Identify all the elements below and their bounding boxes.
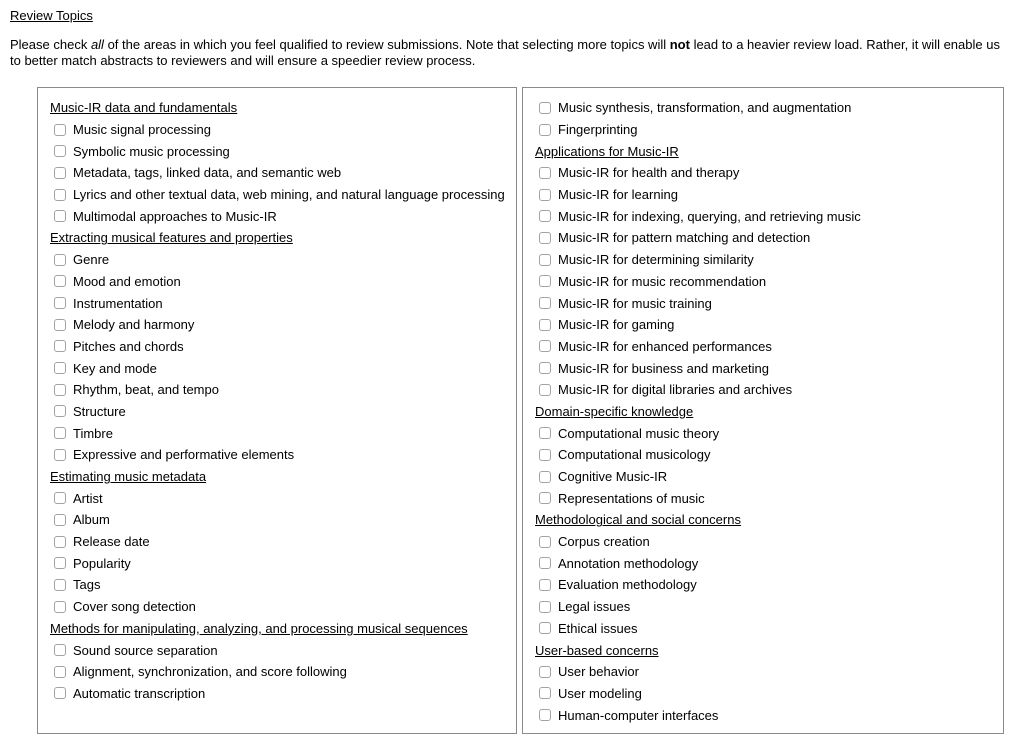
topic-checkbox-row <box>535 618 993 640</box>
topic-checkbox[interactable] <box>54 536 66 548</box>
section-heading-label: Methods for manipulating, analyzing, and processing musical sequences <box>50 620 468 636</box>
topic-label: Music-IR for pattern matching and detection <box>558 230 811 246</box>
topic-checkbox-row <box>535 661 993 683</box>
topic-checkbox[interactable] <box>54 145 66 157</box>
topic-checkbox-row <box>50 119 506 141</box>
topic-checkbox[interactable] <box>54 384 66 396</box>
topic-checkbox[interactable] <box>54 687 66 699</box>
topic-checkbox-row <box>50 422 506 444</box>
topic-label: Fingerprinting <box>558 122 638 138</box>
section-heading <box>535 140 993 162</box>
topic-checkbox[interactable] <box>539 579 551 591</box>
topic-label: Computational music theory <box>558 425 720 441</box>
topic-checkbox[interactable] <box>539 319 551 331</box>
topic-checkbox-row <box>535 466 993 488</box>
topic-label: Music-IR for health and therapy <box>558 165 740 181</box>
topic-checkbox-row <box>50 162 506 184</box>
topic-label: Pitches and chords <box>73 338 184 354</box>
topic-checkbox-row <box>50 574 506 596</box>
topic-label: Music-IR for gaming <box>558 317 675 333</box>
topics-column-right <box>522 87 1004 734</box>
topic-checkbox-row <box>535 704 993 726</box>
topic-label: Release date <box>73 534 150 550</box>
topic-checkbox-row <box>535 162 993 184</box>
topic-checkbox-row <box>535 552 993 574</box>
topic-checkbox[interactable] <box>54 275 66 287</box>
topic-checkbox-row <box>535 227 993 249</box>
intro-text-3: lead to a heavier review load. Rather, it will enable us to better match abstracts to reviewers and will ensure a speedier review process. <box>10 37 1000 68</box>
topic-checkbox-row <box>535 357 993 379</box>
topic-checkbox[interactable] <box>54 319 66 331</box>
topic-checkbox[interactable] <box>539 536 551 548</box>
topic-checkbox-row <box>535 271 993 293</box>
topic-checkbox-row <box>535 119 993 141</box>
section-heading <box>50 227 506 249</box>
topic-checkbox-row <box>535 184 993 206</box>
topics-column-left <box>37 87 517 734</box>
topic-label: Cognitive Music-IR <box>558 469 668 485</box>
section-heading-label: Domain-specific knowledge <box>535 403 694 419</box>
topic-checkbox-row <box>50 596 506 618</box>
topic-checkbox[interactable] <box>539 254 551 266</box>
section-heading <box>535 401 993 423</box>
topic-checkbox[interactable] <box>54 340 66 352</box>
topic-checkbox-row <box>50 357 506 379</box>
topic-label: Key and mode <box>73 360 157 376</box>
topic-label: Melody and harmony <box>73 317 195 333</box>
topic-label: Music-IR for indexing, querying, and retrieving music <box>558 208 861 224</box>
topic-checkbox[interactable] <box>539 601 551 613</box>
intro-text-1: Please check <box>10 37 91 52</box>
topics-panel <box>37 87 1014 734</box>
topic-checkbox[interactable] <box>54 189 66 201</box>
topic-checkbox-row <box>50 249 506 271</box>
topic-label: Rhythm, beat, and tempo <box>73 382 219 398</box>
topic-label: Music-IR for business and marketing <box>558 360 769 376</box>
topic-label: Human-computer interfaces <box>558 707 719 723</box>
topic-checkbox-row <box>535 205 993 227</box>
topic-checkbox[interactable] <box>54 362 66 374</box>
topic-checkbox[interactable] <box>539 340 551 352</box>
page-title: Review Topics <box>10 8 93 23</box>
topic-checkbox-row <box>50 140 506 162</box>
topic-checkbox-row <box>535 97 993 119</box>
topic-checkbox[interactable] <box>539 189 551 201</box>
topic-label: Metadata, tags, linked data, and semantic web <box>73 165 342 181</box>
topic-label: Music-IR for digital libraries and archives <box>558 382 793 398</box>
topic-checkbox[interactable] <box>539 492 551 504</box>
section-heading <box>535 509 993 531</box>
topic-checkbox[interactable] <box>54 601 66 613</box>
intro-italic-all: all <box>90 37 104 52</box>
topic-label: Sound source separation <box>73 642 218 658</box>
topic-label: User modeling <box>558 685 642 701</box>
topic-checkbox[interactable] <box>54 557 66 569</box>
section-heading-label: Extracting musical features and properties <box>50 230 293 246</box>
topic-checkbox[interactable] <box>539 232 551 244</box>
topic-label: Alignment, synchronization, and score following <box>73 664 347 680</box>
topic-checkbox[interactable] <box>539 709 551 721</box>
section-heading-label: Applications for Music-IR <box>535 143 679 159</box>
topic-checkbox[interactable] <box>539 471 551 483</box>
topic-label: Ethical issues <box>558 620 638 636</box>
section-heading-label: Estimating music metadata <box>50 469 207 485</box>
topic-label: Genre <box>73 252 110 268</box>
topic-checkbox-row <box>535 336 993 358</box>
topic-label: Structure <box>73 403 126 419</box>
topic-label: Music signal processing <box>73 122 212 138</box>
topic-checkbox[interactable] <box>539 124 551 136</box>
topic-checkbox[interactable] <box>539 102 551 114</box>
topic-label: Annotation methodology <box>558 555 699 571</box>
topic-checkbox-row <box>50 552 506 574</box>
topic-label: Symbolic music processing <box>73 143 230 159</box>
topic-checkbox[interactable] <box>539 427 551 439</box>
section-heading <box>50 466 506 488</box>
topic-label: Corpus creation <box>558 534 650 550</box>
topic-label: Computational musicology <box>558 447 711 463</box>
topic-checkbox[interactable] <box>54 124 66 136</box>
topic-checkbox[interactable] <box>539 449 551 461</box>
topic-checkbox-row <box>50 683 506 705</box>
topic-label: Instrumentation <box>73 295 163 311</box>
topic-checkbox-row <box>535 487 993 509</box>
topic-checkbox[interactable] <box>54 210 66 222</box>
topic-checkbox[interactable] <box>54 492 66 504</box>
topic-checkbox[interactable] <box>539 622 551 634</box>
topic-checkbox[interactable] <box>54 449 66 461</box>
topic-label: Artist <box>73 490 103 506</box>
topic-checkbox[interactable] <box>539 666 551 678</box>
topic-checkbox[interactable] <box>539 557 551 569</box>
topic-checkbox[interactable] <box>54 666 66 678</box>
section-heading-label: Music-IR data and fundamentals <box>50 100 238 116</box>
topic-checkbox[interactable] <box>539 167 551 179</box>
topic-checkbox-row <box>50 661 506 683</box>
topic-checkbox[interactable] <box>54 427 66 439</box>
topic-checkbox-row <box>50 639 506 661</box>
intro-text-2: of the areas in which you feel qualified to review submissions. Note that selecting more topics will <box>103 37 670 52</box>
topic-checkbox[interactable] <box>539 384 551 396</box>
section-heading <box>50 97 506 119</box>
topic-checkbox-row <box>50 444 506 466</box>
topic-checkbox-row <box>50 314 506 336</box>
topic-checkbox-row <box>50 401 506 423</box>
topic-checkbox-row <box>535 596 993 618</box>
section-heading-label: User-based concerns <box>535 642 659 658</box>
section-heading-label: Methodological and social concerns <box>535 512 741 528</box>
intro-bold-not: not <box>669 37 690 52</box>
topic-checkbox-row <box>535 574 993 596</box>
topic-checkbox-row <box>50 531 506 553</box>
topic-checkbox-row <box>535 314 993 336</box>
section-heading <box>50 618 506 640</box>
topic-label: Cover song detection <box>73 599 196 615</box>
topic-label: Automatic transcription <box>73 685 206 701</box>
topic-checkbox[interactable] <box>54 254 66 266</box>
topic-checkbox-row <box>535 249 993 271</box>
topic-label: Music synthesis, transformation, and augmentation <box>558 100 852 116</box>
topic-checkbox-row <box>535 444 993 466</box>
topic-checkbox-row <box>535 292 993 314</box>
topic-label: Music-IR for determining similarity <box>558 252 754 268</box>
topic-label: Popularity <box>73 555 131 571</box>
topic-label: Music-IR for enhanced performances <box>558 338 772 354</box>
topic-checkbox-row <box>50 509 506 531</box>
topic-checkbox[interactable] <box>539 275 551 287</box>
topic-checkbox[interactable] <box>54 167 66 179</box>
topic-checkbox-row <box>50 336 506 358</box>
section-heading <box>535 639 993 661</box>
topic-label: Timbre <box>73 425 113 441</box>
topic-checkbox-row <box>535 379 993 401</box>
topic-label: Tags <box>73 577 101 593</box>
topic-checkbox-row <box>50 487 506 509</box>
topic-label: Representations of music <box>558 490 705 506</box>
topic-checkbox-row <box>50 379 506 401</box>
topic-label: Music-IR for music recommendation <box>558 273 767 289</box>
topic-checkbox[interactable] <box>54 405 66 417</box>
topic-label: Music-IR for music training <box>558 295 712 311</box>
topic-checkbox[interactable] <box>539 210 551 222</box>
topic-label: Expressive and performative elements <box>73 447 295 463</box>
topic-label: User behavior <box>558 664 639 680</box>
topic-label: Multimodal approaches to Music-IR <box>73 208 277 224</box>
topic-label: Lyrics and other textual data, web mining, and natural language processing <box>73 187 505 203</box>
topic-checkbox[interactable] <box>54 644 66 656</box>
topic-checkbox[interactable] <box>539 687 551 699</box>
topic-checkbox-row <box>535 683 993 705</box>
topic-label: Music-IR for learning <box>558 187 678 203</box>
topic-checkbox[interactable] <box>54 297 66 309</box>
topic-checkbox[interactable] <box>54 579 66 591</box>
topic-label: Legal issues <box>558 599 631 615</box>
intro-paragraph <box>10 37 1014 69</box>
topic-label: Evaluation methodology <box>558 577 697 593</box>
topic-checkbox-row <box>50 271 506 293</box>
topic-label: Album <box>73 512 110 528</box>
topic-checkbox-row <box>50 292 506 314</box>
topic-checkbox-row <box>50 205 506 227</box>
topic-checkbox[interactable] <box>539 297 551 309</box>
topic-checkbox-row <box>535 531 993 553</box>
topic-checkbox-row <box>535 422 993 444</box>
topic-checkbox[interactable] <box>54 514 66 526</box>
topic-checkbox-row <box>50 184 506 206</box>
topic-label: Mood and emotion <box>73 273 181 289</box>
topic-checkbox[interactable] <box>539 362 551 374</box>
